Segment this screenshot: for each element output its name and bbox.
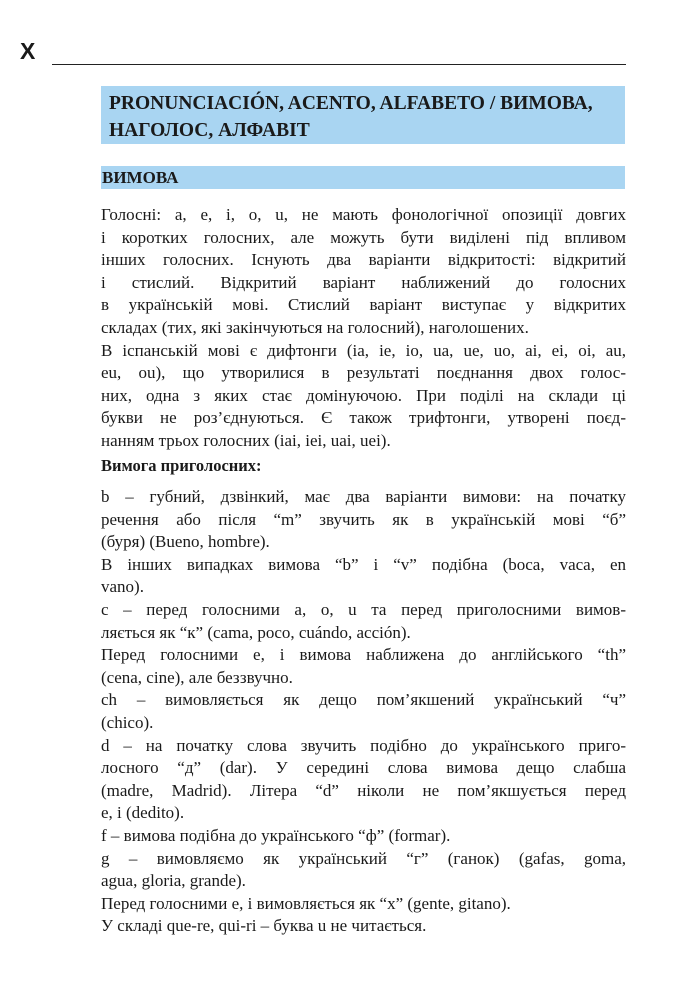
paragraph-line: складах (тих, які закінчуються на голосний), наголошених. bbox=[101, 317, 529, 337]
paragraph-line: В інших випадках вимова “b” і “v” подібна (boca, vaca, en bbox=[101, 554, 626, 574]
paragraph-line: (буря) (Bueno, hombre). bbox=[101, 532, 270, 552]
paragraph-line: Перед голосними e, i вимовляється як “х” (gente, gitano). bbox=[101, 893, 511, 913]
paragraph-line: e, i (dedito). bbox=[101, 803, 185, 823]
paragraph-line: лосного “д” (dar). У середині слова вимова дещо слабша bbox=[101, 758, 626, 778]
paragraph-line: У складі que-re, qui-ri – буква u не читається. bbox=[101, 916, 427, 936]
page-letter: X bbox=[20, 38, 36, 64]
chapter-title-line-2: НАГОЛОС, АЛФАВІТ bbox=[109, 120, 310, 141]
paragraph-line: речення або після “m” звучить як в українській мові “б” bbox=[101, 509, 626, 529]
chapter-title-line-1: PRONUNCIACIÓN, ACENTO, ALFABETO / ВИМОВА, bbox=[109, 93, 593, 114]
paragraph-line: в українській мові. Стислий варіант виступає у відкритих bbox=[101, 295, 626, 315]
paragraph-line: і стислий. Відкритий варіант наближений до голосних bbox=[101, 272, 626, 292]
paragraph-line: d – на початку слова звучить подібно до українського приго- bbox=[101, 735, 626, 755]
paragraph-line: c – перед голосними a, o, u та перед приголосними вимов- bbox=[101, 599, 626, 619]
paragraph-line: (madre, Madrid). Літера “d” ніколи не пом’якшується перед bbox=[101, 780, 626, 800]
paragraph-line: ляється як “к” (cama, poco, cuándo, acción). bbox=[101, 622, 411, 642]
paragraph-line: нанням трьох голосних (iai, iei, uai, uei). bbox=[101, 430, 391, 450]
consonants-paragraph bbox=[101, 486, 626, 938]
consonants-heading: Вимога приголосних: bbox=[101, 456, 262, 475]
header-rule bbox=[52, 64, 626, 65]
paragraph-line: них, одна з яких стає домінуючою. При поділі на склади ці bbox=[101, 385, 626, 405]
paragraph-line: (cena, cine), але беззвучно. bbox=[101, 667, 293, 687]
paragraph-line: (chico). bbox=[101, 712, 154, 732]
paragraph-line: g – вимовляємо як український “г” (ганок) (gafas, goma, bbox=[101, 848, 626, 868]
paragraph-line: eu, ou), що утворилися в результаті поєднання двох голос- bbox=[101, 363, 626, 383]
paragraph-line: vano). bbox=[101, 577, 144, 597]
paragraph-line: agua, gloria, grande). bbox=[101, 871, 246, 891]
section-heading: ВИМОВА bbox=[101, 166, 625, 189]
paragraph-line: Голосні: a, e, i, o, u, не мають фонологічної опозиції довгих bbox=[101, 205, 626, 224]
paragraph-line: В іспанській мові є дифтонги (ia, ie, io, ua, ue, uo, ai, ei, oi, au, bbox=[101, 340, 626, 360]
paragraph-line: і коротких голосних, але можуть бути виділені під впливом bbox=[101, 227, 626, 247]
paragraph-line: b – губний, дзвінкий, має два варіанти вимови: на початку bbox=[101, 487, 626, 506]
paragraph-line: ch – вимовляється як дещо пом’якшений український “ч” bbox=[101, 690, 626, 710]
paragraph-line: Перед голосними e, i вимова наближена до англійського “th” bbox=[101, 645, 626, 665]
paragraph-line: f – вимова подібна до українського “ф” (formar). bbox=[101, 825, 451, 845]
chapter-title-box bbox=[101, 86, 625, 144]
vowels-paragraph bbox=[101, 204, 626, 453]
paragraph-line: інших голосних. Існують два варіанти відкритості: відкритий bbox=[101, 250, 626, 270]
paragraph-line: букви не роз’єднуються. Є також трифтонги, утворені поєд- bbox=[101, 408, 626, 428]
